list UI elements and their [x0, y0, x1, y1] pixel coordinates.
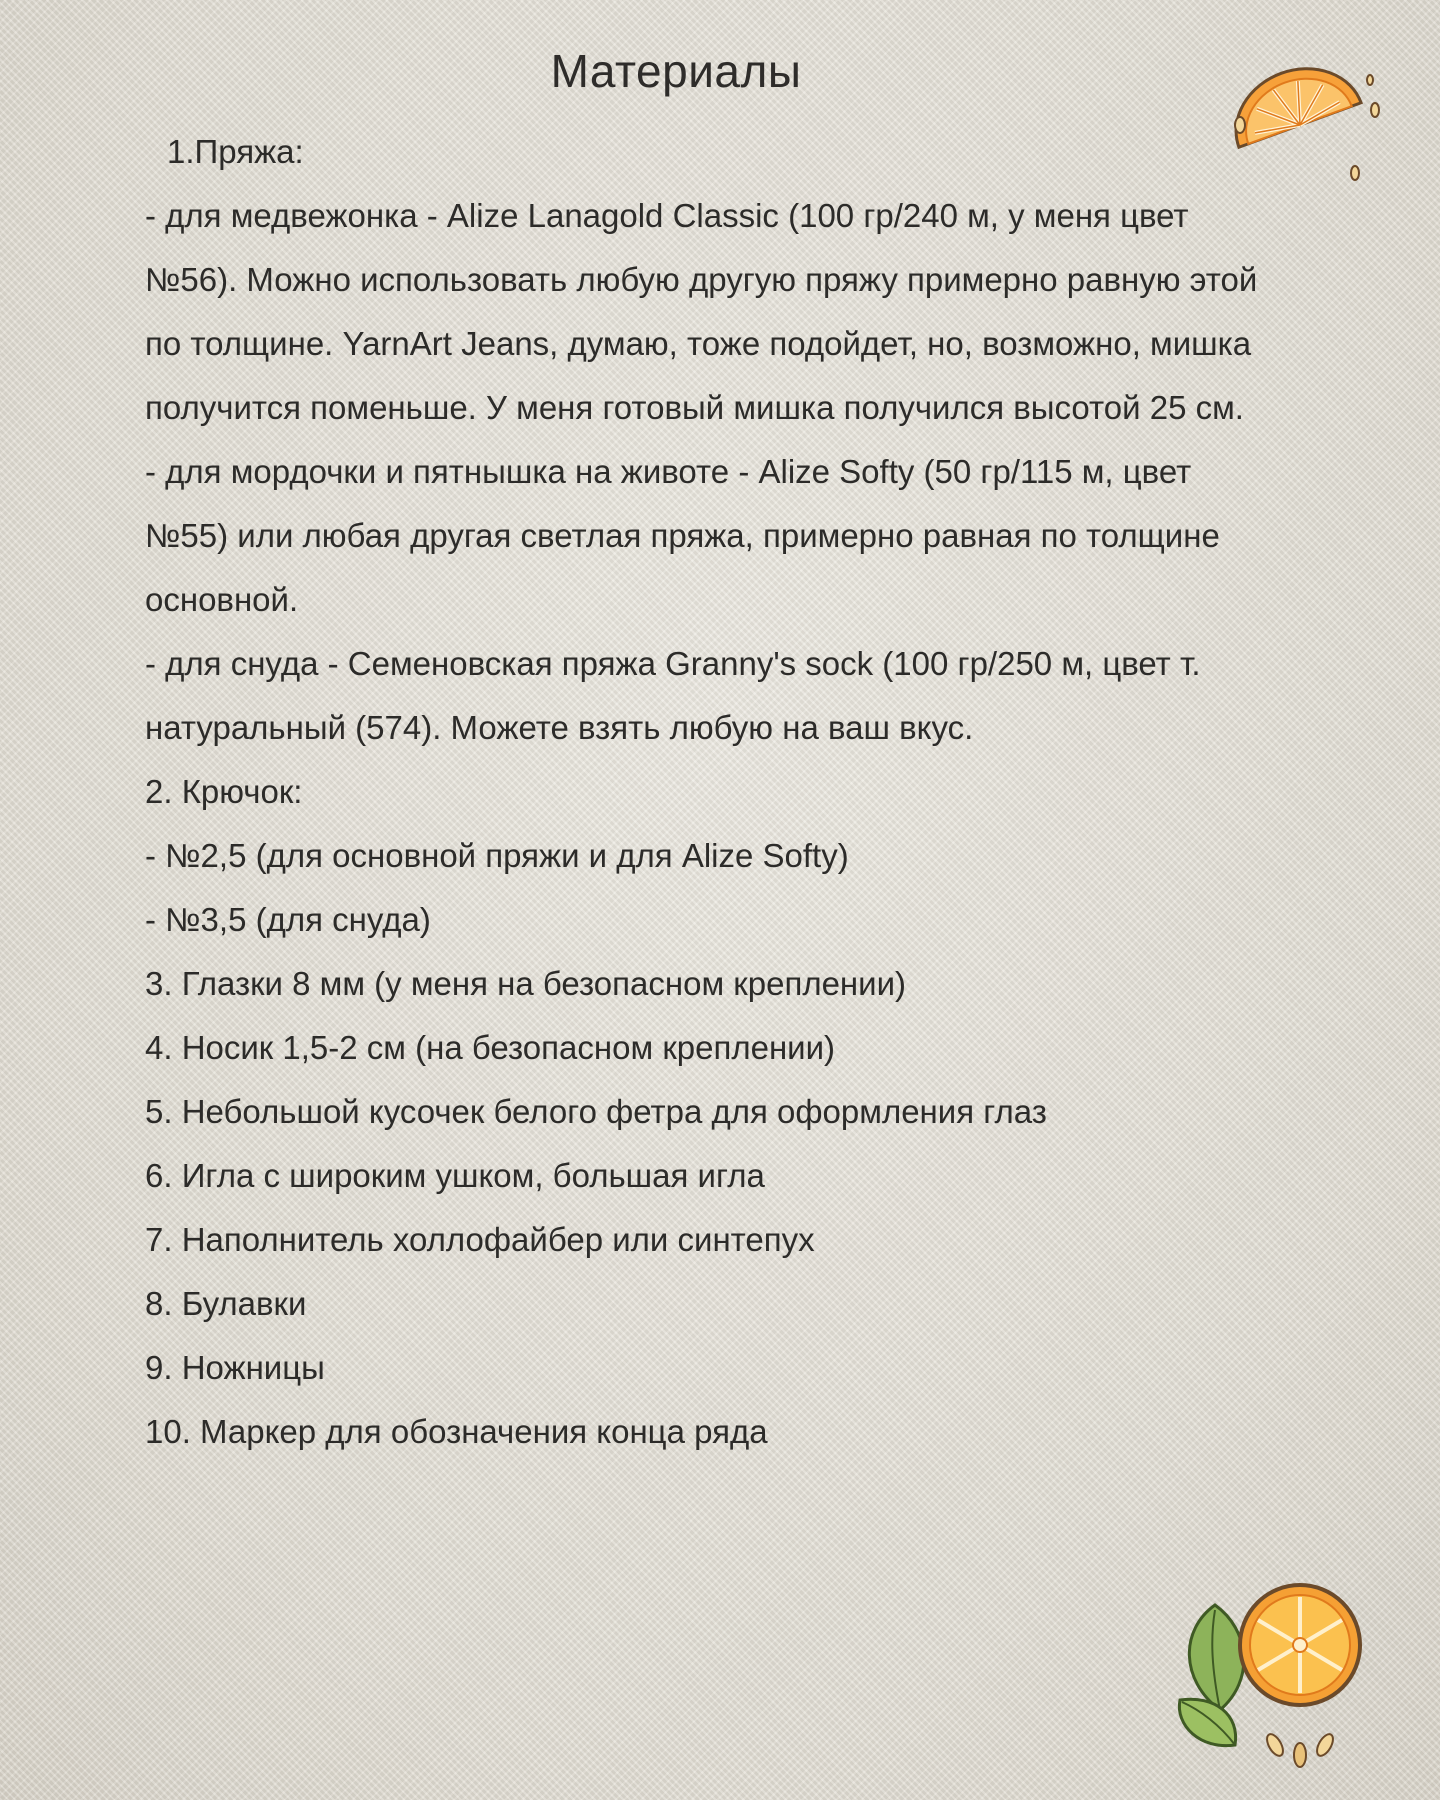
list-item: - №2,5 (для основной пряжи и для Alize Softy) — [145, 837, 849, 874]
list-item: - для мордочки и пятнышка на животе - Alize Softy (50 гр/115 м, цвет №55) или любая другая светлая пряжа, примерно равная по толщине основной. — [145, 453, 1229, 618]
list-item: 7. Наполнитель холлофайбер или синтепух — [145, 1221, 815, 1258]
list-item: 4. Носик 1,5-2 см (на безопасном креплении) — [145, 1029, 836, 1066]
page-title: Материалы — [550, 45, 802, 97]
list-item: 1.Пряжа: — [167, 133, 304, 170]
list-item: 8. Булавки — [145, 1285, 307, 1322]
orange-and-leaves-icon — [1160, 1560, 1385, 1785]
orange-slice-icon — [1215, 55, 1390, 190]
list-item: 10. Маркер для обозначения конца ряда — [145, 1413, 768, 1450]
list-item: 5. Небольшой кусочек белого фетра для оформления глаз — [145, 1093, 1047, 1130]
list-item: 9. Ножницы — [145, 1349, 325, 1386]
list-item: - для снуда - Семеновская пряжа Granny's sock (100 гр/250 м, цвет т. натуральный (574). Можете взять любую на ваш вкус. — [145, 645, 1210, 746]
list-item: - для медвежонка - Alize Lanagold Classic (100 гр/240 м, у меня цвет №56). Можно использовать любую другую пряжу примерно равную этой по толщине. YarnArt Jeans, думаю, тоже подойдет, но, возможно, мишка получится поменьше. У меня готовый мишка получился высотой 25 см. — [145, 197, 1267, 426]
list-item: - №3,5 (для снуда) — [145, 901, 431, 938]
list-item: 2. Крючок: — [145, 773, 303, 810]
list-item: 3. Глазки 8 мм (у меня на безопасном креплении) — [145, 965, 907, 1002]
list-item: 6. Игла с широким ушком, большая игла — [145, 1157, 765, 1194]
materials-list — [145, 120, 1265, 1464]
